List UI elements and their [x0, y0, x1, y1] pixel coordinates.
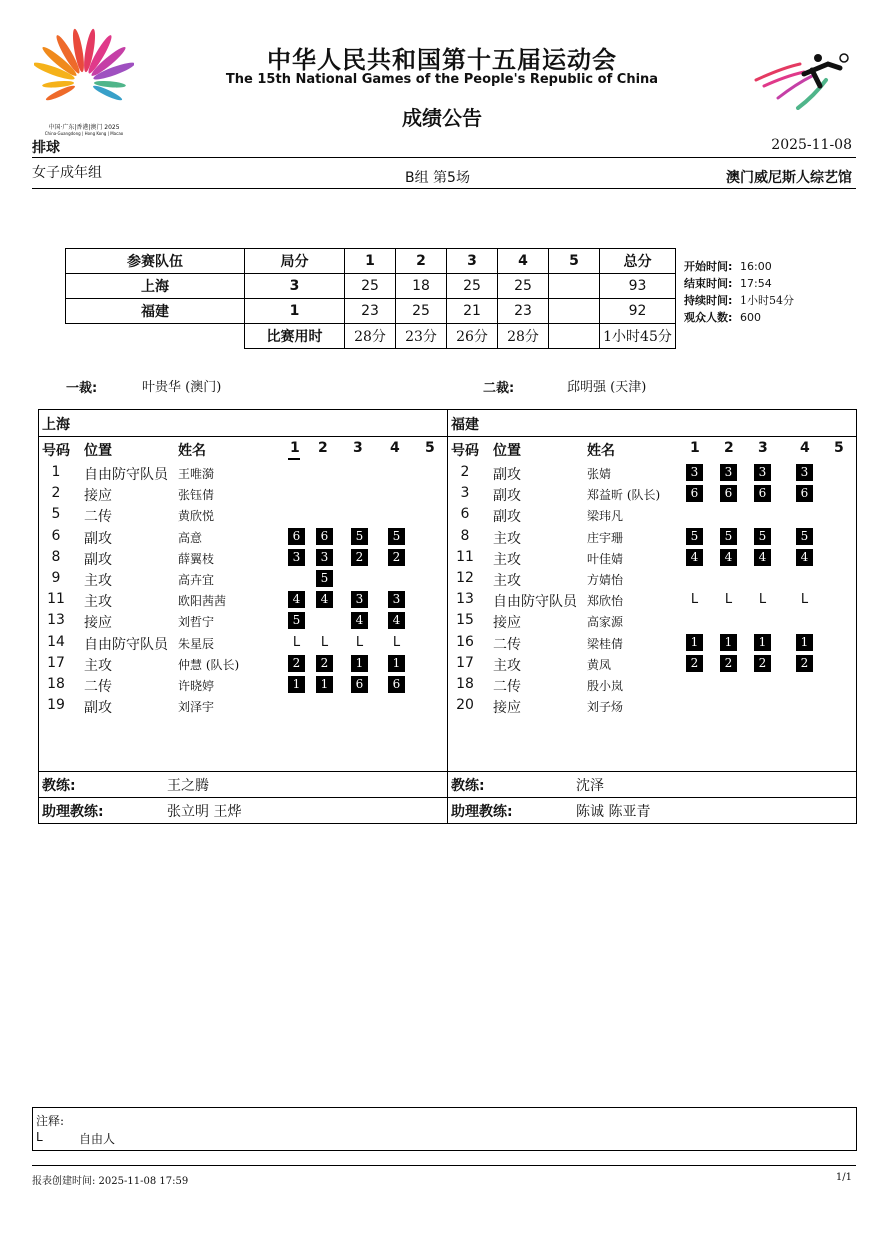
player-position: 二传	[84, 509, 112, 526]
libero-marker: L	[320, 634, 329, 650]
duration: 持续时间: 1小时54分	[684, 294, 794, 307]
sets-won: 1	[245, 299, 345, 324]
set-3-header: 3	[758, 440, 768, 456]
divider	[288, 458, 300, 460]
player-position: 主攻	[84, 657, 112, 674]
starting-position-marker: 5	[686, 528, 703, 545]
player-name: 郑益昕 (队长)	[587, 488, 661, 503]
starting-position-marker: 5	[351, 528, 368, 545]
score-header-row	[66, 249, 676, 274]
player-position: 二传	[493, 636, 521, 653]
score-row	[66, 299, 676, 324]
end-time: 结束时间: 17:54	[684, 277, 772, 290]
starting-position-marker: 6	[388, 676, 405, 693]
starting-position-marker: 6	[288, 528, 305, 545]
player-number: 17	[47, 654, 65, 671]
coach-name: 王之腾	[167, 778, 209, 794]
player-number: 12	[456, 570, 474, 586]
match-info	[684, 258, 794, 326]
set-points: 25	[498, 274, 549, 299]
starting-position-marker: 6	[686, 485, 703, 502]
player-name: 郑欣怡	[587, 594, 624, 609]
starting-position-marker: 5	[796, 528, 813, 545]
player-row	[39, 568, 447, 589]
player-position: 接应	[493, 615, 521, 632]
starting-position-marker: 4	[754, 549, 771, 566]
duration-row	[66, 324, 676, 349]
player-number: 20	[456, 697, 474, 714]
starting-position-marker: 3	[754, 464, 771, 481]
second-referee: 邱明强 (天津)	[567, 380, 647, 395]
divider	[39, 771, 447, 772]
set-points: 25	[447, 274, 498, 299]
team-name: 上海	[66, 274, 245, 299]
col-num-header: 号码	[451, 443, 479, 459]
player-name: 刘哲宁	[178, 615, 215, 630]
coach-name: 沈泽	[576, 778, 604, 794]
player-position: 自由防守队员	[493, 594, 577, 611]
starting-position-marker: 1	[754, 634, 771, 651]
divider	[448, 797, 856, 798]
notes-box	[32, 1107, 857, 1151]
starting-position-marker: 5	[388, 528, 405, 545]
score-row	[66, 274, 676, 299]
starting-position-marker: 6	[316, 528, 333, 545]
starting-position-marker: 5	[720, 528, 737, 545]
starting-position-marker: 1	[316, 676, 333, 693]
second-referee-label: 二裁:	[483, 381, 515, 396]
player-number: 6	[460, 506, 470, 523]
player-name: 方婧怡	[587, 573, 624, 587]
starting-position-marker: 4	[388, 612, 405, 629]
player-row	[448, 526, 856, 547]
set-points: 25	[396, 299, 447, 324]
player-position: 主攻	[84, 594, 112, 611]
set-points	[549, 274, 600, 299]
assistant-coach-names: 张立明 王烨	[167, 804, 242, 820]
divider	[39, 797, 447, 798]
duration-label: 比赛用时	[245, 324, 345, 349]
starting-position-marker: 3	[720, 464, 737, 481]
starting-position-marker: 4	[316, 591, 333, 608]
starting-position-marker: 3	[288, 549, 305, 566]
player-name: 许晓婷	[178, 679, 215, 693]
starting-position-marker: 6	[796, 485, 813, 502]
starting-position-marker: 4	[686, 549, 703, 566]
player-name: 黄欣悦	[178, 509, 215, 524]
starting-position-marker: 2	[388, 549, 405, 566]
player-row	[39, 547, 447, 568]
player-position: 二传	[493, 679, 521, 695]
starting-position-marker: 2	[316, 655, 333, 672]
player-position: 接应	[84, 615, 112, 632]
starting-position-marker: 2	[686, 655, 703, 672]
starting-position-marker: 1	[720, 634, 737, 651]
assistant-coach-label: 助理教练:	[42, 804, 104, 820]
starting-position-marker: 2	[720, 655, 737, 672]
match-date: 2025-11-08	[771, 137, 852, 153]
set-points: 23	[345, 299, 396, 324]
notes-label: 注释:	[36, 1114, 65, 1128]
col-name-header: 姓名	[178, 443, 206, 459]
player-name: 张钰倩	[178, 488, 215, 503]
player-name: 张婧	[587, 467, 612, 481]
first-referee-label: 一裁:	[66, 381, 98, 396]
total-duration: 1小时45分	[600, 324, 676, 349]
set-4-header: 4	[390, 440, 400, 456]
player-row	[39, 589, 447, 610]
divider	[32, 157, 856, 158]
player-row	[448, 653, 856, 674]
team-panel-shanghai	[38, 409, 448, 824]
set-points	[549, 299, 600, 324]
libero-marker: L	[758, 592, 767, 608]
player-name: 殷小岚	[587, 679, 624, 693]
set-duration: 28分	[498, 324, 549, 349]
player-position: 接应	[493, 700, 521, 717]
event-title-en: The 15th National Games of the People's Republic of China	[225, 72, 659, 87]
player-position: 主攻	[84, 573, 112, 589]
libero-marker: L	[392, 634, 401, 650]
player-number: 13	[456, 591, 474, 608]
starting-position-marker: 4	[720, 549, 737, 566]
player-name: 刘子炀	[587, 700, 624, 715]
starting-position-marker: 2	[288, 655, 305, 672]
player-row	[39, 504, 447, 525]
team-panel-fujian	[447, 409, 857, 824]
player-row	[448, 589, 856, 610]
set-5-header: 5	[834, 440, 844, 456]
set-2-header: 2	[396, 249, 447, 274]
player-name: 庄宇珊	[587, 530, 624, 545]
player-name: 朱星辰	[178, 636, 215, 651]
starting-position-marker: 4	[796, 549, 813, 566]
starting-position-marker: 3	[316, 549, 333, 566]
player-position: 主攻	[493, 551, 521, 568]
player-position: 主攻	[493, 573, 521, 589]
libero-marker: L	[355, 634, 364, 650]
player-number: 8	[460, 527, 470, 544]
divider	[32, 1165, 856, 1166]
set-5-header: 5	[425, 440, 435, 456]
total-points: 92	[600, 299, 676, 324]
player-position: 二传	[84, 679, 112, 695]
player-row	[39, 674, 447, 695]
set-1-header: 1	[290, 440, 300, 456]
player-position: 副攻	[84, 530, 112, 547]
player-number: 9	[51, 570, 61, 586]
player-number: 2	[460, 464, 470, 480]
set-points: 25	[345, 274, 396, 299]
divider	[39, 436, 447, 437]
col-total-header: 总分	[600, 249, 676, 274]
player-row	[39, 462, 447, 483]
starting-position-marker: 5	[754, 528, 771, 545]
player-row	[39, 632, 447, 653]
player-position: 主攻	[493, 657, 521, 674]
player-name: 高卉宜	[178, 573, 215, 587]
score-table	[65, 248, 676, 349]
player-number: 14	[47, 633, 65, 650]
col-pos-header: 位置	[493, 443, 521, 459]
starting-position-marker: 3	[686, 464, 703, 481]
set-2-header: 2	[724, 440, 734, 456]
coach-label: 教练:	[42, 778, 76, 794]
player-position: 副攻	[493, 509, 521, 526]
set-3-header: 3	[353, 440, 363, 456]
player-number: 13	[47, 612, 65, 629]
player-row	[39, 610, 447, 631]
event-title-cn: 中华人民共和国第十五届运动会	[267, 46, 617, 74]
col-num-header: 号码	[42, 443, 70, 459]
libero-marker: L	[292, 634, 301, 650]
player-number: 18	[47, 676, 65, 692]
starting-position-marker: 1	[388, 655, 405, 672]
starting-position-marker: 1	[351, 655, 368, 672]
player-name: 薛翼枝	[178, 551, 215, 566]
set-duration: 23分	[396, 324, 447, 349]
sets-won: 3	[245, 274, 345, 299]
player-position: 副攻	[84, 700, 112, 717]
starting-position-marker: 2	[796, 655, 813, 672]
player-row	[39, 483, 447, 504]
player-number: 18	[456, 676, 474, 692]
player-position: 副攻	[493, 488, 521, 505]
player-name: 梁桂倩	[587, 636, 624, 651]
player-position: 副攻	[493, 467, 521, 483]
team-name: 上海	[42, 417, 70, 433]
team-name: 福建	[451, 417, 479, 433]
player-row	[448, 568, 856, 589]
player-number: 6	[51, 527, 61, 544]
player-name: 梁玮凡	[587, 509, 624, 524]
player-number: 1	[51, 464, 61, 480]
starting-position-marker: 3	[388, 591, 405, 608]
libero-marker: L	[800, 592, 809, 608]
logo-caption: 中国·广东|香港|澳门 2025	[48, 124, 120, 131]
set-points: 23	[498, 299, 549, 324]
set-points: 21	[447, 299, 498, 324]
player-name: 仲慧 (队长)	[178, 657, 240, 672]
player-row	[448, 462, 856, 483]
team-name: 福建	[66, 299, 245, 324]
starting-position-marker: 5	[288, 612, 305, 629]
set-4-header: 4	[498, 249, 549, 274]
player-number: 19	[47, 697, 65, 714]
group-match: B组 第5场	[405, 170, 470, 186]
set-duration	[549, 324, 600, 349]
divider	[32, 188, 856, 189]
assistant-coach-label: 助理教练:	[451, 804, 513, 820]
starting-position-marker: 4	[351, 612, 368, 629]
volleyball-pictogram	[752, 50, 852, 110]
starting-position-marker: 6	[720, 485, 737, 502]
set-4-header: 4	[800, 440, 810, 456]
player-position: 接应	[84, 488, 112, 505]
player-position: 自由防守队员	[84, 636, 168, 653]
category: 女子成年组	[32, 165, 102, 181]
player-name: 王唯漪	[178, 467, 215, 481]
col-team-header: 参赛队伍	[66, 249, 245, 274]
starting-position-marker: 3	[796, 464, 813, 481]
notes-text: 自由人	[79, 1132, 116, 1146]
starting-position-marker: 1	[796, 634, 813, 651]
player-number: 17	[456, 654, 474, 671]
player-number: 3	[460, 485, 470, 502]
player-number: 11	[47, 591, 65, 608]
player-name: 高家源	[587, 615, 624, 630]
libero-marker: L	[690, 592, 699, 608]
set-points: 18	[396, 274, 447, 299]
player-row	[448, 547, 856, 568]
starting-position-marker: 4	[288, 591, 305, 608]
set-1-header: 1	[690, 440, 700, 456]
report-created-time: 报表创建时间: 2025-11-08 17:59	[32, 1176, 189, 1187]
attendance: 观众人数: 600	[684, 311, 761, 324]
col-sets-header: 局分	[245, 249, 345, 274]
player-number: 8	[51, 548, 61, 565]
document-title: 成绩公告	[402, 106, 482, 130]
player-row	[448, 674, 856, 695]
player-number: 16	[456, 633, 474, 650]
player-number: 5	[51, 506, 61, 523]
player-row	[448, 483, 856, 504]
starting-position-marker: 2	[754, 655, 771, 672]
player-name: 高意	[178, 530, 203, 545]
notes-code: L	[36, 1130, 43, 1144]
col-name-header: 姓名	[587, 443, 615, 459]
starting-position-marker: 1	[288, 676, 305, 693]
sport-name: 排球	[32, 140, 60, 156]
volleyball-pictogram-icon	[752, 50, 852, 110]
set-5-header: 5	[549, 249, 600, 274]
starting-position-marker: 6	[754, 485, 771, 502]
player-name: 黄凤	[587, 657, 612, 672]
col-pos-header: 位置	[84, 443, 112, 459]
player-position: 副攻	[84, 551, 112, 568]
set-duration: 28分	[345, 324, 396, 349]
divider	[448, 436, 856, 437]
player-number: 15	[456, 612, 474, 629]
player-name: 欧阳茜茜	[178, 594, 227, 609]
player-position: 自由防守队员	[84, 467, 168, 483]
libero-marker: L	[724, 592, 733, 608]
venue: 澳门威尼斯人综艺馆	[726, 170, 852, 186]
divider	[448, 771, 856, 772]
starting-position-marker: 3	[351, 591, 368, 608]
player-row	[39, 653, 447, 674]
assistant-coach-names: 陈诚 陈亚青	[576, 804, 651, 820]
page-number: 1/1	[835, 1172, 852, 1183]
set-3-header: 3	[447, 249, 498, 274]
player-row	[448, 504, 856, 525]
player-row	[39, 695, 447, 716]
set-1-header: 1	[345, 249, 396, 274]
player-row	[39, 526, 447, 547]
starting-position-marker: 2	[351, 549, 368, 566]
starting-position-marker: 5	[316, 570, 333, 587]
empty-cell	[66, 324, 245, 349]
player-number: 11	[456, 548, 474, 565]
player-name: 刘泽宇	[178, 700, 215, 715]
player-name: 叶佳婧	[587, 551, 624, 566]
total-points: 93	[600, 274, 676, 299]
logo-caption-en: China·Guangdong | Hong Kong | Macao	[44, 131, 124, 136]
starting-position-marker: 6	[351, 676, 368, 693]
coach-label: 教练:	[451, 778, 485, 794]
first-referee: 叶贵华 (澳门)	[142, 380, 222, 395]
starting-position-marker: 1	[686, 634, 703, 651]
set-duration: 26分	[447, 324, 498, 349]
player-row	[448, 610, 856, 631]
player-position: 主攻	[493, 530, 521, 547]
player-row	[448, 695, 856, 716]
player-number: 2	[51, 485, 61, 502]
player-row	[448, 632, 856, 653]
start-time: 开始时间: 16:00	[684, 260, 772, 273]
set-2-header: 2	[318, 440, 328, 456]
